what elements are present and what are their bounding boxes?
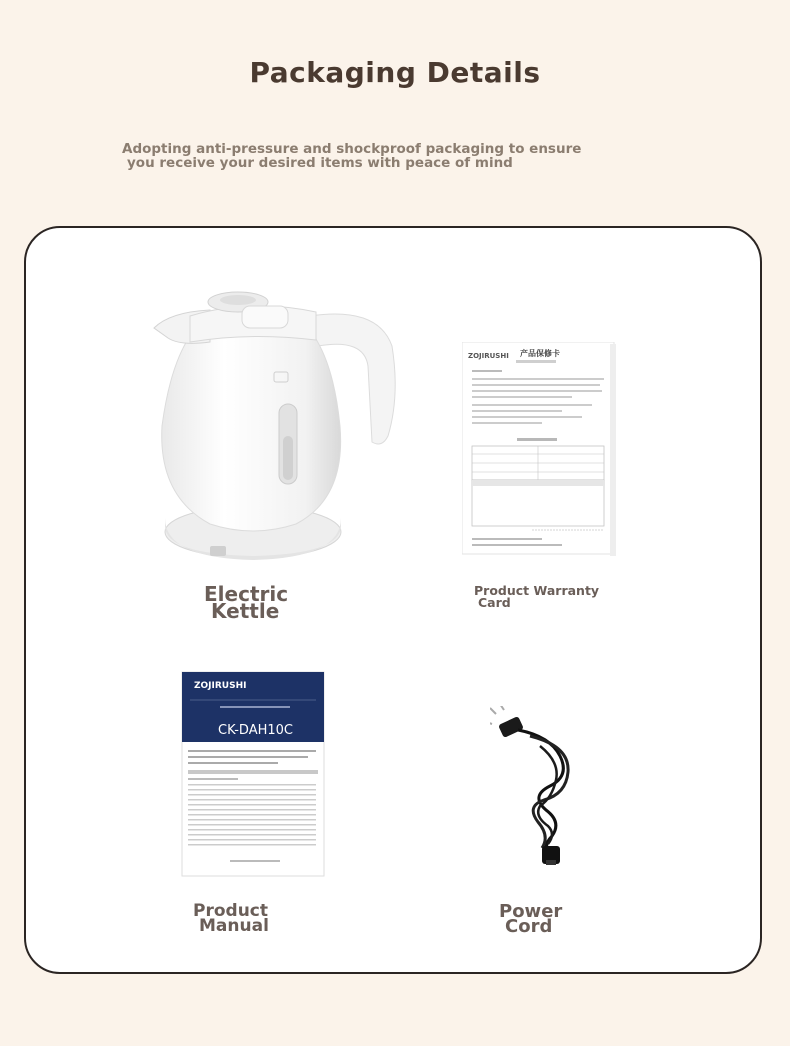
item-label-line-1: Product Warranty	[474, 583, 600, 598]
item-label-power-cord	[499, 901, 563, 937]
warranty-card-brand: ZOJIRUSHI	[468, 352, 509, 360]
item-label-line-2: Manual	[199, 916, 269, 936]
item-label-line-2: Kettle	[211, 599, 280, 623]
item-label-electric-kettle	[204, 582, 289, 623]
page-subtitle	[122, 142, 642, 170]
warranty-card-heading: 产品保修卡	[520, 349, 560, 358]
warranty-card-icon	[462, 342, 616, 556]
subtitle-line-2: you receive your desired items with peace of mind	[127, 155, 513, 171]
manual-brand: ZOJIRUSHI	[194, 681, 247, 691]
item-label-line-2: Card	[478, 595, 511, 610]
item-label-line-2: Cord	[505, 916, 553, 937]
item-label-warranty-card	[474, 585, 599, 609]
item-label-product-manual	[193, 901, 269, 936]
product-manual-icon	[180, 670, 326, 878]
item-label-line-1: Power	[499, 901, 563, 922]
item-label-line-1: Product	[193, 901, 268, 921]
manual-model: CK-DAH10C	[218, 723, 293, 738]
page-title: Packaging Details	[249, 56, 541, 89]
power-cord-icon	[490, 706, 580, 866]
subtitle-line-1: Adopting anti-pressure and shockproof packaging to ensure	[122, 141, 582, 157]
item-label-line-1: Electric	[204, 582, 289, 606]
electric-kettle-icon	[150, 286, 400, 566]
